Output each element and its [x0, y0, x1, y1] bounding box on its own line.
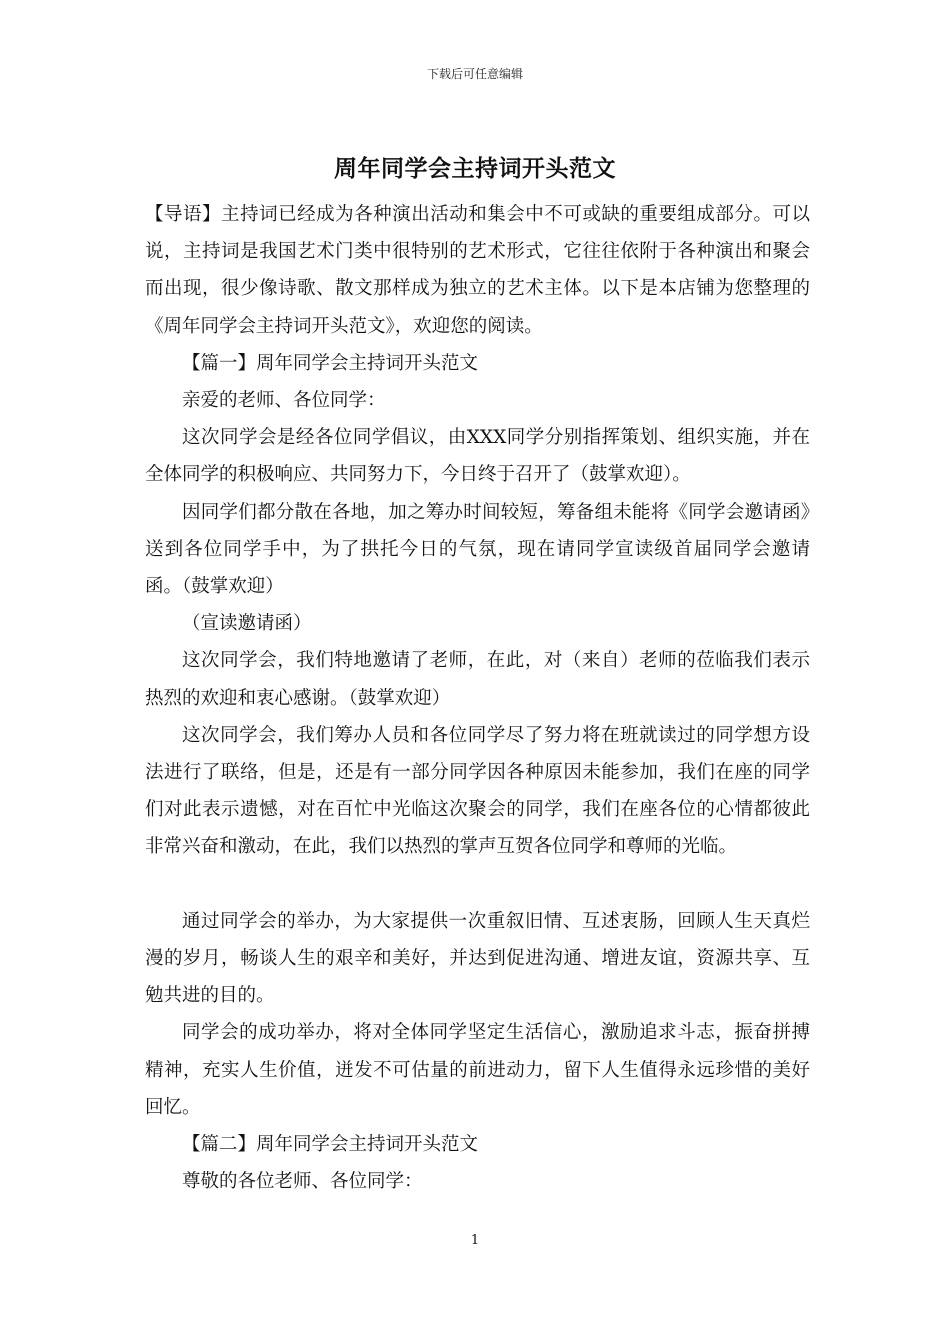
page-number: 1: [470, 1233, 480, 1248]
body-paragraph: 这次同学会，我们特地邀请了老师，在此，对（来自）老师的莅临我们表示热烈的欢迎和衷心感谢。（鼓掌欢迎）: [145, 650, 810, 709]
document-body: [145, 196, 810, 1200]
section-heading-2: 【篇二】周年同学会主持词开头范文: [182, 1134, 479, 1156]
page-header-note: 下载后可任意编辑: [426, 67, 523, 81]
body-paragraph: 这次同学会，我们筹办人员和各位同学尽了努力将在班就读过的同学想方设法进行了联络，但是，还是有一部分同学因各种原因未能参加，我们在座的同学们对此表示遗憾，对在百忙中光临这次聚会的同学，我们在座各位的心情都彼此非常兴奋和激动，在此，我们以热烈的掌声互贺各位同学和尊师的光临。: [145, 724, 810, 858]
document-title: 周年同学会主持词开头范文: [334, 155, 616, 182]
body-paragraph: 因同学们都分散在各地，加之筹办时间较短，筹备组未能将《同学会邀请函》送到各位同学手中，为了拱托今日的气氛，现在请同学宣读级首届同学会邀请函。（鼓掌欢迎）: [145, 501, 810, 598]
salutation-1: 亲爱的老师、各位同学：: [182, 390, 386, 412]
body-paragraph: 这次同学会是经各位同学倡议，由XXX同学分别指挥策划、组织实施，并在全体同学的积极响应、共同努力下，今日终于召开了（鼓掌欢迎）。: [145, 427, 810, 486]
body-paragraph: 同学会的成功举办，将对全体同学坚定生活信心，激励追求斗志，振奋拼搏精神，充实人生价值，迸发不可估量的前进动力，留下人生值得永远珍惜的美好回忆。: [145, 1022, 810, 1118]
body-paragraph: 通过同学会的举办，为大家提供一次重叙旧情、互述衷肠，回顾人生天真烂漫的岁月，畅谈人生的艰辛和美好，并达到促进沟通、增进友谊，资源共享、互勉共进的目的。: [145, 910, 810, 1007]
body-paragraph: （宣读邀请函）: [182, 613, 312, 635]
section-heading-1: 【篇一】周年同学会主持词开头范文: [182, 352, 479, 374]
salutation-2: 尊敬的各位老师、各位同学：: [182, 1171, 423, 1193]
intro-paragraph: 【导语】主持词已经成为各种演出活动和集会中不可或缺的重要组成部分。可以说，主持词是我国艺术门类中很特别的艺术形式，它往往依附于各种演出和聚会而出现，很少像诗歌、散文那样成为独立的艺术主体。以下是本店铺为您整理的《周年同学会主持词开头范文》，欢迎您的阅读。: [145, 204, 810, 337]
